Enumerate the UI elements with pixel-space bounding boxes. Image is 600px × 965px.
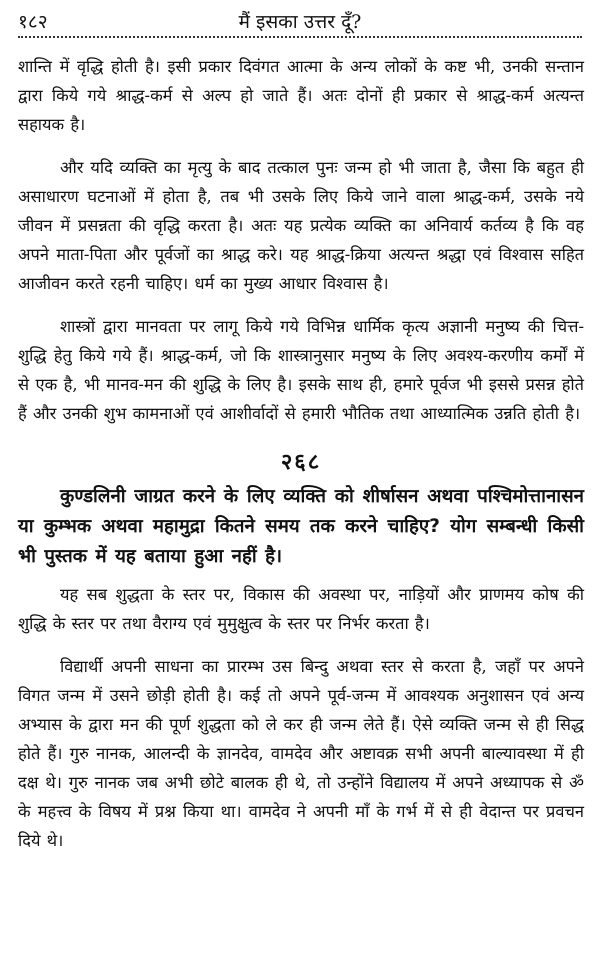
question-text: कुण्डलिनी जाग्रत करने के लिए व्यक्ति को शीर्षासन अथवा पश्चिमोत्तानासन या कुम्भक अथवा महामुद्रा कितने समय तक करने चाहिए? योग सम्बन्धी किसी भी पुस्तक में यह बताया हुआ नहीं है।	[18, 486, 584, 567]
paragraph: शास्त्रों द्वारा मानवता पर लागू किये गये विभिन्न धार्मिक कृत्य अज्ञानी मनुष्य की चित्त-शुद्धि हेतु किये गये हैं। श्राद्ध-कर्म, जो कि शास्त्रानुसार मनुष्य के लिए अवश्य-करणीय कर्मों में से एक है, भी मानव-मन की शुद्धि के लिए है। इसके साथ ही, हमारे पूर्वज भी इससे प्रसन्न होते हैं और उनकी शुभ कामनाओं एवं आशीर्वादों से हमारी भौतिक तथा आध्यात्मिक उन्नति होती है।	[18, 317, 584, 423]
question-number: २६८	[280, 449, 322, 475]
running-title: मैं इसका उत्तर दूँ?	[238, 11, 362, 33]
paragraph: और यदि व्यक्ति का मृत्यु के बाद तत्काल पुनः जन्म हो भी जाता है, जैसा कि बहुत ही असाधारण घटनाओं में होता है, तब भी उसके लिए किये जाने वाला श्राद्ध-कर्म, उसके नये जीवन में प्रसन्नता की वृद्धि करता है। अतः यह प्रत्येक व्यक्ति का अनिवार्य कर्तव्य है कि वह अपने माता-पिता और पूर्वजों का श्राद्ध करे। यह श्राद्ध-क्रिया अत्यन्त श्रद्धा एवं विश्वास सहित आजीवन करते रहनी चाहिए। धर्म का मुख्य आधार विश्वास है।	[18, 158, 584, 293]
page-body	[18, 52, 584, 869]
paragraph: शान्ति में वृद्धि होती है। इसी प्रकार दिवंगत आत्मा के अन्य लोकों के कष्ट भी, उनकी सन्तान द्वारा किये गये श्राद्ध-कर्म से अल्प हो जाते हैं। अतः दोनों ही प्रकार से श्राद्ध-कर्म अत्यन्त सहायक है।	[18, 57, 584, 134]
paragraph: विद्यार्थी अपनी साधना का प्रारम्भ उस बिन्दु अथवा स्तर से करता है, जहाँ पर अपने विगत जन्म में उसने छोड़ी होती है। कई तो अपने पूर्व-जन्म में आवश्यक अनुशासन एवं अन्य अभ्यास के द्वारा मन की पूर्ण शुद्धता को ले कर ही जन्म लेते हैं। ऐसे व्यक्ति जन्म से ही सिद्ध होते हैं। गुरु नानक, आलन्दी के ज्ञानदेव, वामदेव और अष्टावक्र सभी अपनी बाल्यावस्था में ही दक्ष थे। गुरु नानक जब अभी छोटे बालक ही थे, तो उन्होंने विद्यालय में अपने अध्यापक से ॐ के महत्त्व के विषय में प्रश्न किया था। वामदेव ने अपनी माँ के गर्भ में से ही वेदान्त पर प्रवचन दिये थे।	[18, 657, 584, 850]
page-number: १८२	[18, 11, 48, 33]
page-header	[18, 6, 582, 38]
paragraph: यह सब शुद्धता के स्तर पर, विकास की अवस्था पर, नाड़ियों और प्राणमय कोष की शुद्धि के स्तर पर तथा वैराग्य एवं मुमुक्षुत्व के स्तर पर निर्भर करता है।	[18, 585, 584, 633]
